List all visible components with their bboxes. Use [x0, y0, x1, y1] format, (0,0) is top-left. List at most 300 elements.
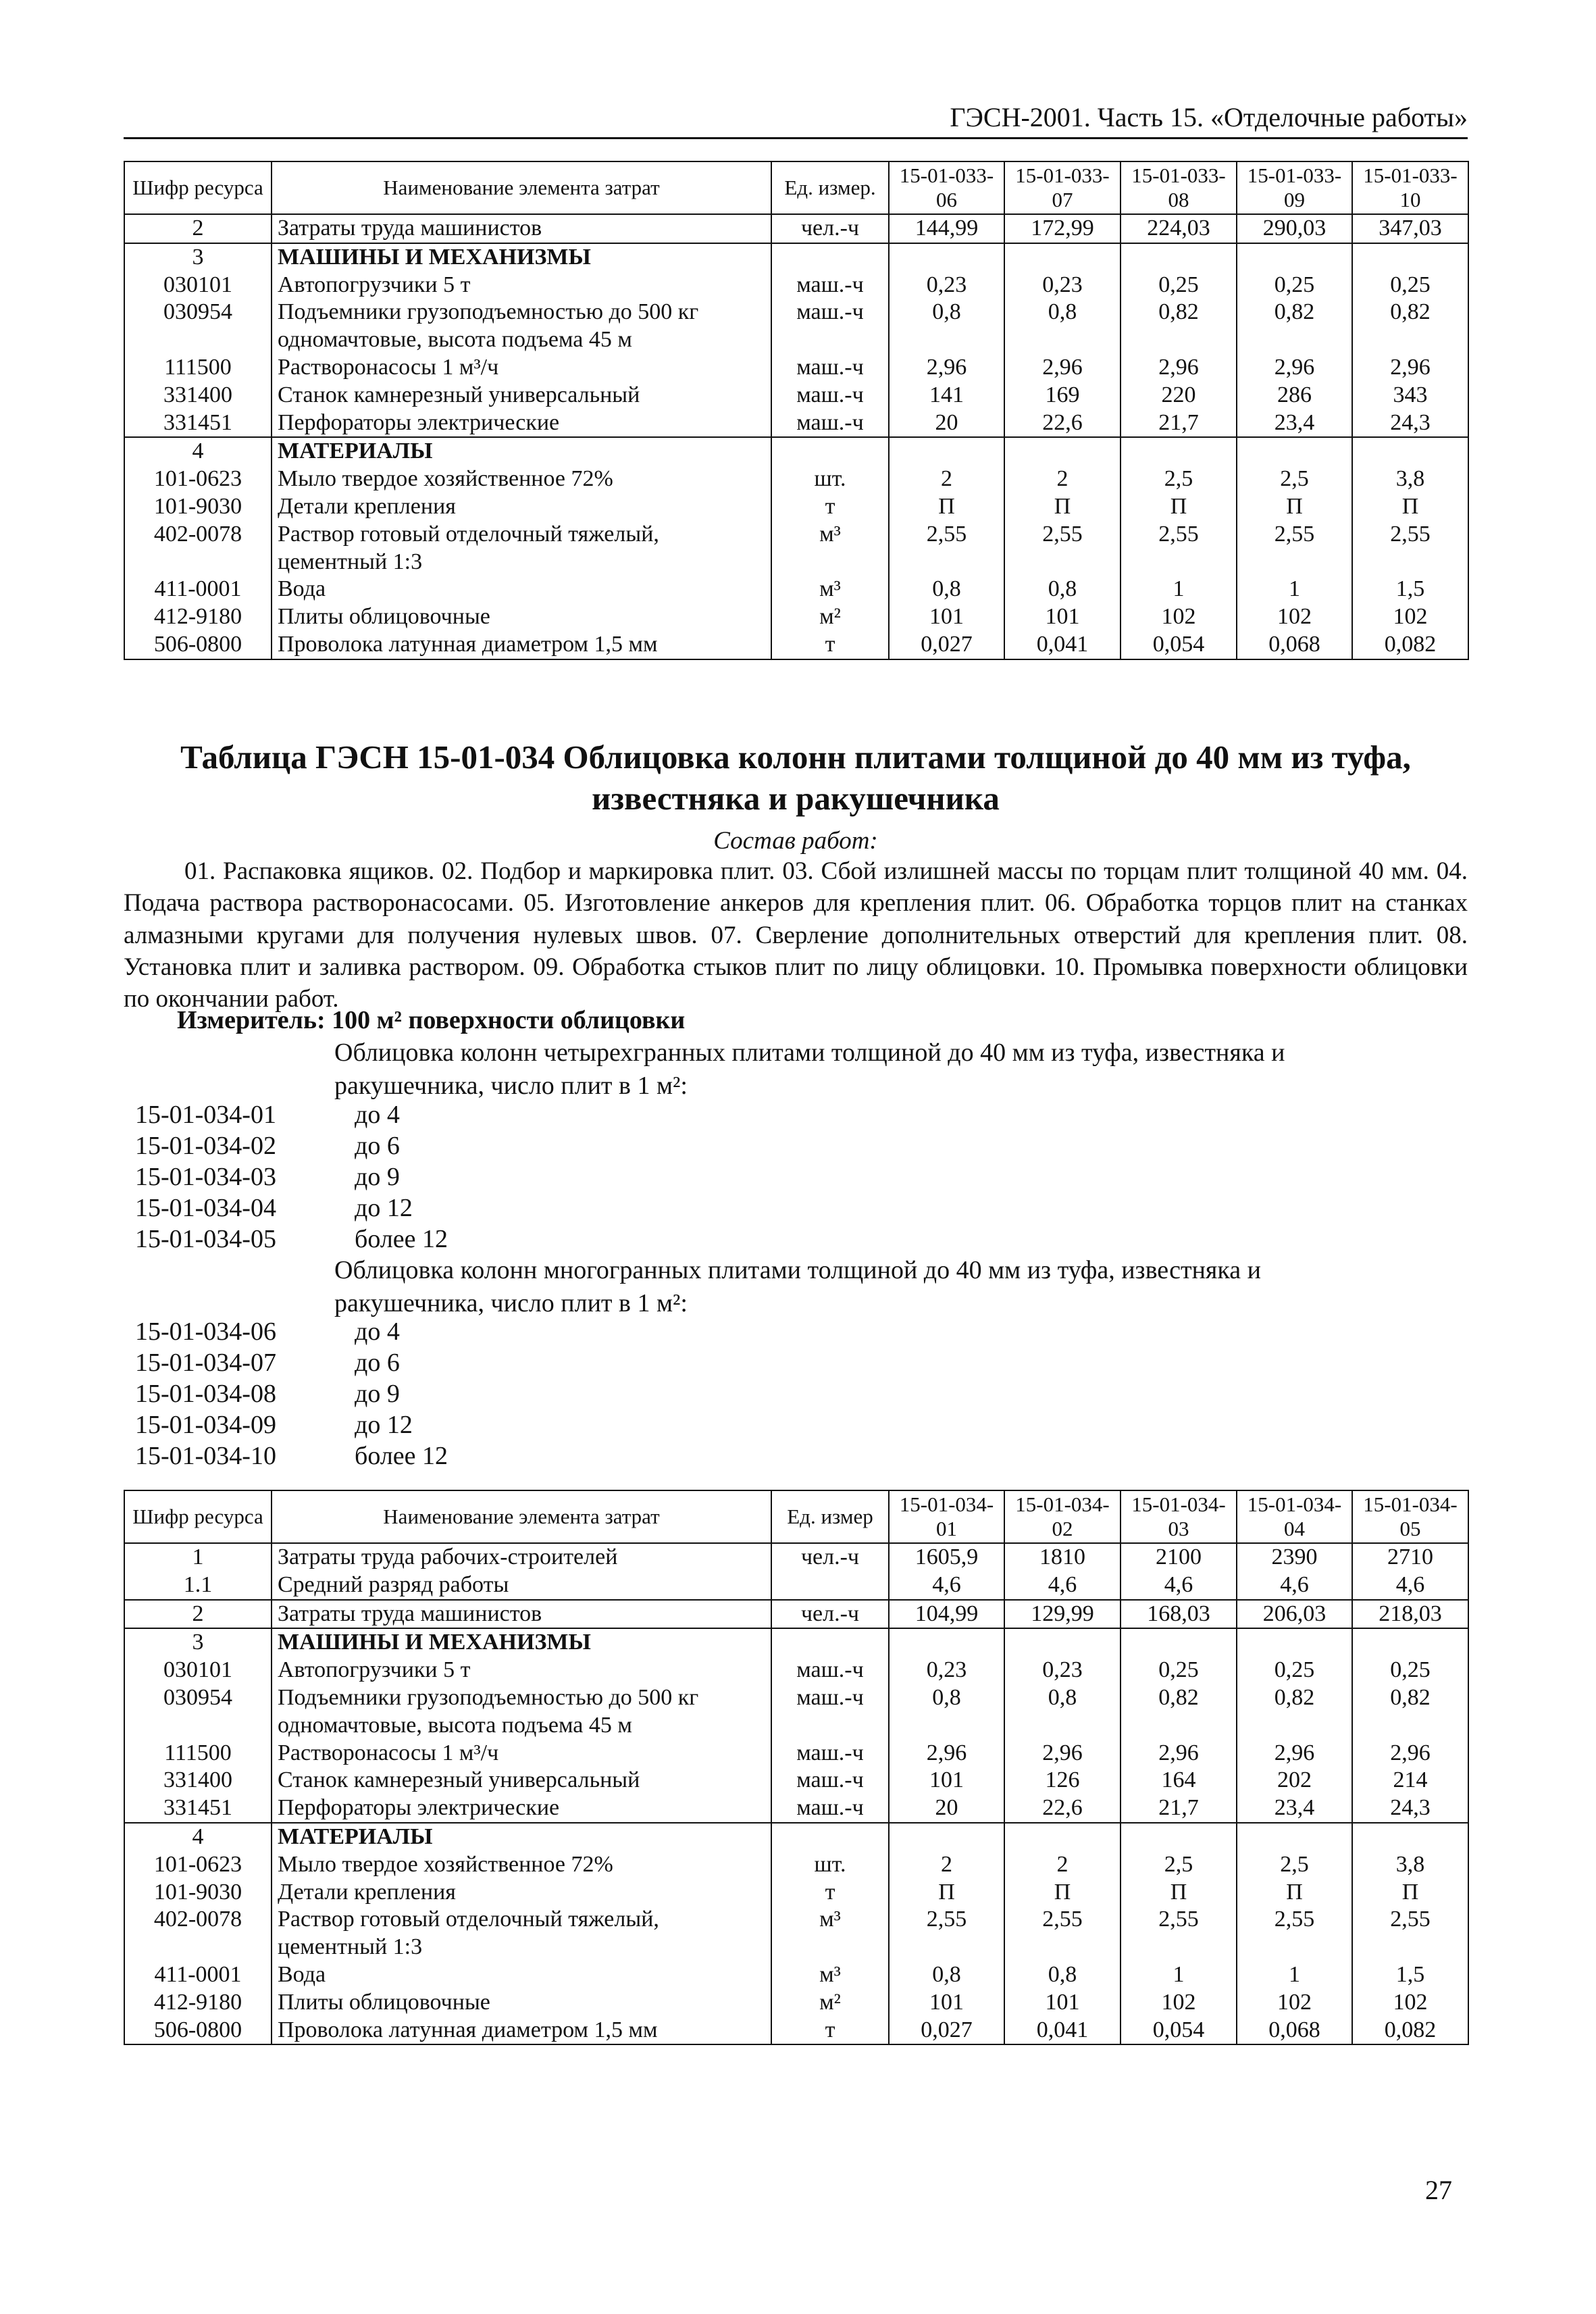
- resource-code-cell: 101-9030: [124, 493, 272, 521]
- table-row: [124, 1961, 1468, 1989]
- value-cell: 0,082: [1352, 2017, 1468, 2045]
- value-cell: 2,96: [889, 354, 1004, 382]
- value-cell: 0,25: [1121, 272, 1237, 299]
- resource-code-cell: 030954: [124, 299, 272, 354]
- value-cell: [1237, 1823, 1352, 1851]
- value-cell: 1,5: [1352, 1961, 1468, 1989]
- work-operations-text: 01. Распаковка ящиков. 02. Подбор и маркировка плит. 03. Сбой излишней массы по торцам плит толщиной 40 мм. 04. Подача раствора растворонасосами. 05. Изготовление анкеров для крепления плит. 06. Обработка торцов плит на станках алмазными кругами для получения нулевых швов. 07. Сверление дополнительных отверстий для крепления плит. 08. Установка плит и заливка раствором. 09. Обработка стыков плит по лицу облицовки. 10. Промывка поверхности облицовки по окончании работ.: [124, 857, 1468, 1013]
- unit-cell: т: [771, 493, 889, 521]
- value-cell: 104,99: [889, 1600, 1004, 1629]
- table-row: [124, 299, 1468, 354]
- unit-cell: [771, 1823, 889, 1851]
- resource-name-cell: Проволока латунная диаметром 1,5 мм: [272, 2017, 771, 2045]
- resource-name-cell: Раствор готовый отделочный тяжелый, цементный 1:3: [272, 1906, 771, 1961]
- code-list-item: [135, 1409, 448, 1440]
- norm-code: 15-01-034-10: [135, 1442, 276, 1470]
- norm-value: до 6: [355, 1132, 400, 1160]
- norm-value: до 12: [355, 1194, 413, 1222]
- column-header: Ед. измер.: [771, 161, 889, 214]
- value-cell: 2,5: [1237, 1851, 1352, 1879]
- value-cell: 2,96: [1237, 1740, 1352, 1767]
- resource-name-cell: Вода: [272, 576, 771, 603]
- column-header: 15-01-033-10: [1352, 161, 1468, 214]
- value-cell: 2,5: [1121, 466, 1237, 493]
- resource-code-cell: 506-0800: [124, 631, 272, 659]
- value-cell: 347,03: [1352, 214, 1468, 243]
- value-cell: [1004, 1823, 1121, 1851]
- resource-name-cell: МАШИНЫ И МЕХАНИЗМЫ: [272, 1628, 771, 1657]
- table-row: [124, 1851, 1468, 1879]
- table-row: [124, 382, 1468, 409]
- value-cell: 2,55: [1237, 1906, 1352, 1961]
- value-cell: 343: [1352, 382, 1468, 409]
- description-four-sided: Облицовка колонн четырехгранных плитами толщиной до 40 мм из туфа, известняка и ракушечника, число плит в 1 м²:: [334, 1038, 1285, 1100]
- value-cell: 126: [1004, 1767, 1121, 1794]
- value-cell: 0,027: [889, 631, 1004, 659]
- norm-value: более 12: [355, 1225, 448, 1253]
- value-cell: 2,96: [1352, 354, 1468, 382]
- value-cell: 2,96: [889, 1740, 1004, 1767]
- norm-value: до 12: [355, 1411, 413, 1439]
- resource-name-cell: Автопогрузчики 5 т: [272, 1657, 771, 1684]
- value-cell: 0,068: [1237, 631, 1352, 659]
- value-cell: 2,96: [1004, 1740, 1121, 1767]
- norm-code: 15-01-034-02: [135, 1132, 276, 1160]
- value-cell: 0,8: [889, 1684, 1004, 1740]
- description-multi-sided: Облицовка колонн многогранных плитами толщиной до 40 мм из туфа, известняка и ракушечника, число плит в 1 м²:: [334, 1256, 1261, 1317]
- value-cell: 2,55: [1352, 521, 1468, 576]
- code-list-item: [135, 1224, 448, 1255]
- resource-name-cell: Станок камнерезный универсальный: [272, 1767, 771, 1794]
- norm-code: 15-01-034-07: [135, 1349, 276, 1377]
- value-cell: 0,82: [1352, 299, 1468, 354]
- table-row: [124, 1989, 1468, 2017]
- value-cell: 0,23: [889, 272, 1004, 299]
- code-list-item: [135, 1130, 448, 1161]
- table-title: [124, 736, 1468, 820]
- column-header: 15-01-033-08: [1121, 161, 1237, 214]
- unit-cell: м³: [771, 521, 889, 576]
- value-cell: 4,6: [889, 1571, 1004, 1600]
- resource-name-cell: Затраты труда машинистов: [272, 214, 771, 243]
- value-cell: [1352, 243, 1468, 272]
- table-title-line1: Таблица ГЭСН 15-01-034 Облицовка колонн плитами толщиной до 40 мм из туфа,: [180, 738, 1411, 776]
- table-row: [124, 521, 1468, 576]
- table-row: [124, 1879, 1468, 1907]
- code-list-item: [135, 1161, 448, 1192]
- value-cell: 101: [889, 1767, 1004, 1794]
- code-list-item: [135, 1378, 448, 1409]
- value-cell: 2: [1004, 466, 1121, 493]
- resource-name-cell: Мыло твердое хозяйственное 72%: [272, 466, 771, 493]
- unit-cell: м³: [771, 1961, 889, 1989]
- unit-cell: чел.-ч: [771, 1600, 889, 1629]
- value-cell: 102: [1121, 1989, 1237, 2017]
- value-cell: 2,55: [1121, 1906, 1237, 1961]
- value-cell: 1,5: [1352, 576, 1468, 603]
- resource-name-cell: Детали крепления: [272, 493, 771, 521]
- value-cell: П: [1004, 1879, 1121, 1907]
- value-cell: 102: [1352, 603, 1468, 631]
- resource-name-cell: Детали крепления: [272, 1879, 771, 1907]
- value-cell: 290,03: [1237, 214, 1352, 243]
- resource-name-cell: Плиты облицовочные: [272, 603, 771, 631]
- unit-cell: маш.-ч: [771, 382, 889, 409]
- value-cell: 0,23: [889, 1657, 1004, 1684]
- value-cell: 102: [1237, 603, 1352, 631]
- value-cell: 102: [1352, 1989, 1468, 2017]
- column-header: 15-01-033-06: [889, 161, 1004, 214]
- table-row: [124, 1740, 1468, 1767]
- resource-code-cell: 412-9180: [124, 603, 272, 631]
- value-cell: [1121, 437, 1237, 466]
- norm-value: до 9: [355, 1163, 400, 1191]
- value-cell: 2,5: [1121, 1851, 1237, 1879]
- table-row: [124, 437, 1468, 466]
- table-row: [124, 214, 1468, 243]
- value-cell: П: [1121, 493, 1237, 521]
- unit-cell: маш.-ч: [771, 299, 889, 354]
- value-cell: 0,82: [1352, 1684, 1468, 1740]
- table-row: [124, 272, 1468, 299]
- unit-cell: т: [771, 1879, 889, 1907]
- value-cell: П: [889, 493, 1004, 521]
- value-cell: 21,7: [1121, 409, 1237, 438]
- value-cell: 2710: [1352, 1543, 1468, 1571]
- value-cell: 4,6: [1004, 1571, 1121, 1600]
- value-cell: 4,6: [1237, 1571, 1352, 1600]
- value-cell: 169: [1004, 382, 1121, 409]
- value-cell: 23,4: [1237, 409, 1352, 438]
- value-cell: [1352, 1823, 1468, 1851]
- value-cell: 2,96: [1352, 1740, 1468, 1767]
- value-cell: 2,55: [1121, 521, 1237, 576]
- resource-code-cell: 331451: [124, 1794, 272, 1823]
- table-row: [124, 1794, 1468, 1823]
- value-cell: П: [1352, 493, 1468, 521]
- resource-code-cell: 506-0800: [124, 2017, 272, 2045]
- resource-code-cell: 1: [124, 1543, 272, 1571]
- code-list-multi-sided: [135, 1316, 448, 1472]
- value-cell: 2,96: [1121, 354, 1237, 382]
- value-cell: 4,6: [1352, 1571, 1468, 1600]
- value-cell: [1004, 1628, 1121, 1657]
- value-cell: 24,3: [1352, 1794, 1468, 1823]
- resource-code-cell: 411-0001: [124, 576, 272, 603]
- value-cell: 164: [1121, 1767, 1237, 1794]
- value-cell: 20: [889, 1794, 1004, 1823]
- value-cell: П: [1352, 1879, 1468, 1907]
- value-cell: [1237, 1628, 1352, 1657]
- column-header: 15-01-034-03: [1121, 1490, 1237, 1543]
- value-cell: [889, 437, 1004, 466]
- norm-code: 15-01-034-06: [135, 1317, 276, 1346]
- value-cell: [1352, 1628, 1468, 1657]
- norm-value: до 4: [355, 1317, 400, 1346]
- norm-code: 15-01-034-08: [135, 1380, 276, 1408]
- norm-value: до 6: [355, 1349, 400, 1377]
- value-cell: 24,3: [1352, 409, 1468, 438]
- value-cell: 2390: [1237, 1543, 1352, 1571]
- table-row: [124, 1823, 1468, 1851]
- value-cell: 1605,9: [889, 1543, 1004, 1571]
- norm-code: 15-01-034-05: [135, 1225, 276, 1253]
- value-cell: [889, 243, 1004, 272]
- resource-code-cell: 331400: [124, 1767, 272, 1794]
- resource-code-cell: 101-0623: [124, 1851, 272, 1879]
- unit-cell: чел.-ч: [771, 214, 889, 243]
- unit-cell: шт.: [771, 1851, 889, 1879]
- resource-code-cell: 030101: [124, 1657, 272, 1684]
- unit-cell: шт.: [771, 466, 889, 493]
- table-row: [124, 466, 1468, 493]
- value-cell: 0,25: [1237, 1657, 1352, 1684]
- norm-code: 15-01-034-09: [135, 1411, 276, 1439]
- value-cell: 2,55: [1237, 521, 1352, 576]
- value-cell: 0,25: [1121, 1657, 1237, 1684]
- value-cell: 1: [1237, 1961, 1352, 1989]
- table-row: [124, 1628, 1468, 1657]
- resource-code-cell: 411-0001: [124, 1961, 272, 1989]
- value-cell: 0,8: [1004, 299, 1121, 354]
- value-cell: [1121, 243, 1237, 272]
- value-cell: 0,25: [1237, 272, 1352, 299]
- resource-code-cell: 402-0078: [124, 521, 272, 576]
- value-cell: 202: [1237, 1767, 1352, 1794]
- value-cell: 1810: [1004, 1543, 1121, 1571]
- resource-code-cell: 111500: [124, 1740, 272, 1767]
- resource-code-cell: 402-0078: [124, 1906, 272, 1961]
- unit-cell: чел.-ч: [771, 1543, 889, 1571]
- resource-name-cell: Проволока латунная диаметром 1,5 мм: [272, 631, 771, 659]
- value-cell: 2,55: [889, 1906, 1004, 1961]
- value-cell: 2100: [1121, 1543, 1237, 1571]
- code-list-item: [135, 1316, 448, 1347]
- table-row: [124, 243, 1468, 272]
- resource-code-cell: 101-0623: [124, 466, 272, 493]
- resource-code-cell: 331400: [124, 382, 272, 409]
- value-cell: 0,027: [889, 2017, 1004, 2045]
- value-cell: 2,96: [1004, 354, 1121, 382]
- value-cell: 0,068: [1237, 2017, 1352, 2045]
- resource-name-cell: Станок камнерезный универсальный: [272, 382, 771, 409]
- table-row: [124, 1600, 1468, 1629]
- column-header: 15-01-034-01: [889, 1490, 1004, 1543]
- resource-name-cell: Растворонасосы 1 м³/ч: [272, 1740, 771, 1767]
- unit-cell: маш.-ч: [771, 1767, 889, 1794]
- value-cell: 0,82: [1237, 299, 1352, 354]
- resource-name-cell: Перфораторы электрические: [272, 409, 771, 438]
- column-header: 15-01-034-05: [1352, 1490, 1468, 1543]
- value-cell: 2: [889, 466, 1004, 493]
- unit-cell: м³: [771, 576, 889, 603]
- value-cell: 206,03: [1237, 1600, 1352, 1629]
- resource-code-cell: 101-9030: [124, 1879, 272, 1907]
- unit-cell: маш.-ч: [771, 1657, 889, 1684]
- resource-name-cell: Перфораторы электрические: [272, 1794, 771, 1823]
- resource-table-033: [124, 161, 1469, 660]
- value-cell: П: [1121, 1879, 1237, 1907]
- value-cell: 22,6: [1004, 409, 1121, 438]
- value-cell: 0,8: [1004, 1961, 1121, 1989]
- unit-cell: [771, 1628, 889, 1657]
- value-cell: 21,7: [1121, 1794, 1237, 1823]
- value-cell: 218,03: [1352, 1600, 1468, 1629]
- resource-code-cell: 1.1: [124, 1571, 272, 1600]
- code-list-item: [135, 1099, 448, 1130]
- unit-cell: м²: [771, 1989, 889, 2017]
- table-title-line2: известняка и ракушечника: [592, 780, 1000, 818]
- unit-cell: [771, 437, 889, 466]
- value-cell: [889, 1628, 1004, 1657]
- value-cell: 214: [1352, 1767, 1468, 1794]
- resource-name-cell: Раствор готовый отделочный тяжелый, цементный 1:3: [272, 521, 771, 576]
- norm-code: 15-01-034-04: [135, 1194, 276, 1222]
- value-cell: 141: [889, 382, 1004, 409]
- resource-name-cell: Мыло твердое хозяйственное 72%: [272, 1851, 771, 1879]
- norm-code: 15-01-034-01: [135, 1101, 276, 1129]
- value-cell: 0,82: [1121, 1684, 1237, 1740]
- table-row: [124, 1684, 1468, 1740]
- value-cell: 0,082: [1352, 631, 1468, 659]
- value-cell: [1237, 243, 1352, 272]
- unit-cell: маш.-ч: [771, 1740, 889, 1767]
- table-row: [124, 1767, 1468, 1794]
- unit-cell: маш.-ч: [771, 409, 889, 438]
- resource-code-cell: 030954: [124, 1684, 272, 1740]
- value-cell: 286: [1237, 382, 1352, 409]
- value-cell: 0,25: [1352, 272, 1468, 299]
- value-cell: 0,8: [889, 1961, 1004, 1989]
- code-list-item: [135, 1440, 448, 1472]
- value-cell: 3,8: [1352, 1851, 1468, 1879]
- running-header: ГЭСН-2001. Часть 15. «Отделочные работы»: [124, 101, 1468, 139]
- unit-cell: [771, 1571, 889, 1600]
- resource-code-cell: 412-9180: [124, 1989, 272, 2017]
- unit-cell: маш.-ч: [771, 1794, 889, 1823]
- value-cell: П: [1237, 1879, 1352, 1907]
- value-cell: 20: [889, 409, 1004, 438]
- norm-value: более 12: [355, 1442, 448, 1470]
- value-cell: [1121, 1628, 1237, 1657]
- column-header: Шифр ресурса: [124, 1490, 272, 1543]
- column-header: Наименование элемента затрат: [272, 161, 771, 214]
- value-cell: П: [889, 1879, 1004, 1907]
- resource-name-cell: Автопогрузчики 5 т: [272, 272, 771, 299]
- page-number: 27: [1425, 2175, 1452, 2205]
- value-cell: 0,054: [1121, 2017, 1237, 2045]
- value-cell: 2,96: [1237, 354, 1352, 382]
- norm-value: до 4: [355, 1101, 400, 1129]
- value-cell: 0,25: [1352, 1657, 1468, 1684]
- value-cell: 102: [1237, 1989, 1352, 2017]
- column-header: 15-01-034-02: [1004, 1490, 1121, 1543]
- norm-value: до 9: [355, 1380, 400, 1408]
- value-cell: 2,55: [889, 521, 1004, 576]
- value-cell: 2,96: [1121, 1740, 1237, 1767]
- code-list-item: [135, 1192, 448, 1224]
- resource-name-cell: Затраты труда рабочих-строителей: [272, 1543, 771, 1571]
- value-cell: 0,82: [1237, 1684, 1352, 1740]
- column-header: Наименование элемента затрат: [272, 1490, 771, 1543]
- measure-unit: Измеритель: 100 м² поверхности облицовки: [177, 1006, 686, 1034]
- work-composition-heading: Состав работ:: [713, 827, 878, 855]
- value-cell: 0,041: [1004, 631, 1121, 659]
- code-list-item: [135, 1347, 448, 1378]
- value-cell: 224,03: [1121, 214, 1237, 243]
- table-row: [124, 631, 1468, 659]
- value-cell: 0,8: [889, 299, 1004, 354]
- value-cell: [1352, 437, 1468, 466]
- value-cell: 0,82: [1121, 299, 1237, 354]
- value-cell: 0,8: [1004, 576, 1121, 603]
- table-row: [124, 603, 1468, 631]
- unit-cell: маш.-ч: [771, 1684, 889, 1740]
- resource-table-034: [124, 1490, 1469, 2045]
- code-list-four-sided: [135, 1099, 448, 1255]
- unit-cell: маш.-ч: [771, 272, 889, 299]
- value-cell: [1121, 1823, 1237, 1851]
- resource-code-cell: 2: [124, 214, 272, 243]
- resource-code-cell: 3: [124, 243, 272, 272]
- table-row: [124, 2017, 1468, 2045]
- value-cell: 0,041: [1004, 2017, 1121, 2045]
- resource-code-cell: 2: [124, 1600, 272, 1629]
- unit-cell: маш.-ч: [771, 354, 889, 382]
- value-cell: 1: [1121, 576, 1237, 603]
- value-cell: 4,6: [1121, 1571, 1237, 1600]
- table-row: [124, 1571, 1468, 1600]
- value-cell: 1: [1121, 1961, 1237, 1989]
- table-row: [124, 576, 1468, 603]
- resource-name-cell: Затраты труда машинистов: [272, 1600, 771, 1629]
- resource-name-cell: МАШИНЫ И МЕХАНИЗМЫ: [272, 243, 771, 272]
- resource-name-cell: Подъемники грузоподъемностью до 500 кг одномачтовые, высота подъема 45 м: [272, 1684, 771, 1740]
- column-header: Ед. измер: [771, 1490, 889, 1543]
- value-cell: [889, 1823, 1004, 1851]
- resource-name-cell: Растворонасосы 1 м³/ч: [272, 354, 771, 382]
- value-cell: 220: [1121, 382, 1237, 409]
- value-cell: [1004, 437, 1121, 466]
- resource-code-cell: 4: [124, 437, 272, 466]
- table-header-row: [124, 1490, 1468, 1543]
- unit-cell: м²: [771, 603, 889, 631]
- value-cell: 0,054: [1121, 631, 1237, 659]
- value-cell: 0,23: [1004, 1657, 1121, 1684]
- unit-cell: [771, 243, 889, 272]
- resource-name-cell: Плиты облицовочные: [272, 1989, 771, 2017]
- column-header: 15-01-033-09: [1237, 161, 1352, 214]
- resource-code-cell: 3: [124, 1628, 272, 1657]
- value-cell: 0,23: [1004, 272, 1121, 299]
- value-cell: 101: [1004, 1989, 1121, 2017]
- value-cell: 101: [889, 1989, 1004, 2017]
- resource-name-cell: Подъемники грузоподъемностью до 500 кг одномачтовые, высота подъема 45 м: [272, 299, 771, 354]
- value-cell: 102: [1121, 603, 1237, 631]
- resource-name-cell: Средний разряд работы: [272, 1571, 771, 1600]
- value-cell: 2,55: [1004, 1906, 1121, 1961]
- value-cell: 23,4: [1237, 1794, 1352, 1823]
- table-row: [124, 409, 1468, 438]
- value-cell: 101: [1004, 603, 1121, 631]
- norm-code: 15-01-034-03: [135, 1163, 276, 1191]
- unit-cell: т: [771, 631, 889, 659]
- value-cell: 0,8: [1004, 1684, 1121, 1740]
- table-row: [124, 1906, 1468, 1961]
- table-row: [124, 1657, 1468, 1684]
- value-cell: 2: [889, 1851, 1004, 1879]
- value-cell: 168,03: [1121, 1600, 1237, 1629]
